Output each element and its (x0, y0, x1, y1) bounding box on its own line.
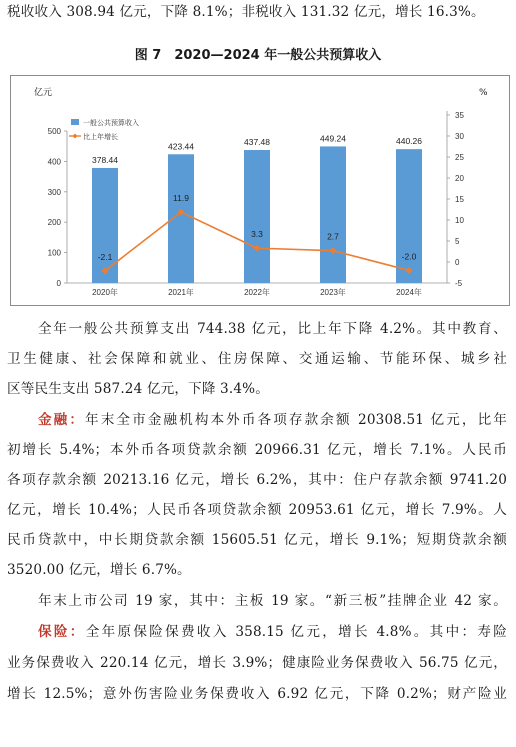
growth-value-label: 2.7 (327, 231, 339, 242)
paragraph-insurance-line (38, 622, 507, 642)
left-tick-label: 100 (47, 248, 61, 258)
figure-title: 图 7 2020—2024 年一般公共预算收入 (134, 48, 382, 63)
growth-value-label: 11.9 (173, 193, 189, 204)
left-tick-label: 400 (47, 157, 61, 167)
growth-value-label: -2.1 (97, 251, 113, 262)
right-tick-label: 15 (455, 195, 464, 204)
left-tick-label: 500 (47, 127, 61, 136)
growth-value-label: -2.0 (401, 251, 417, 262)
paragraph-expenditure-line: 区等民生支出 587.24 亿元，下降 3.4%。 (7, 381, 269, 397)
right-axis-unit: % (479, 88, 488, 98)
bar-revenue (92, 168, 118, 283)
right-tick-label: 35 (455, 111, 464, 120)
insurance-heading: 保险： (38, 624, 86, 640)
right-tick-label: 0 (455, 258, 460, 267)
bar-revenue (396, 149, 422, 283)
x-tick-label: 2022年 (244, 288, 270, 297)
legend-bar-swatch (71, 119, 79, 125)
legend-bar-label: 一般公共预算收入 (83, 119, 139, 127)
finance-text: 年末全市金融机构本外币各项存款余额 20308.51 亿元，比年 (85, 412, 507, 428)
legend-line-label: 比上年增长 (83, 133, 118, 141)
right-tick-label: 10 (455, 216, 464, 225)
bar-value-label: 440.26 (396, 136, 422, 147)
revenue-chart (10, 75, 510, 306)
right-tick-label: -5 (455, 279, 463, 288)
left-tick-label: 300 (47, 187, 61, 197)
paragraph-expenditure-line: 卫生健康、社会保障和就业、住房保障、交通运输、节能环保、城乡社 (7, 351, 507, 367)
right-tick-label: 30 (455, 132, 464, 141)
x-tick-label: 2023年 (320, 288, 346, 297)
paragraph-finance-line: 初增长 5.4%；本外币各项贷款余额 20966.31 亿元，增长 7.1%。人民币 (7, 442, 507, 458)
x-tick-label: 2021年 (168, 288, 194, 297)
paragraph-finance-line: 各项存款余额 20213.16 亿元，增长 6.2%，其中：住户存款余额 9741.20 (7, 472, 507, 488)
paragraph-listed-companies: 年末上市公司 19 家，其中：主板 19 家。“新三板”挂牌企业 42 家。 (38, 593, 507, 609)
growth-value-label: 3.3 (251, 229, 263, 240)
paragraph-expenditure-line: 全年一般公共预算支出 744.38 亿元，比上年下降 4.2%。其中教育、 (38, 321, 507, 337)
paragraph-finance-line: 亿元，增长 10.4%；人民币各项贷款余额 20953.61 亿元，增长 7.9%。人 (7, 502, 507, 518)
finance-heading: 金融： (38, 412, 86, 428)
right-tick-label: 20 (455, 174, 464, 183)
left-tick-label: 200 (47, 218, 61, 228)
bar-value-label: 378.44 (92, 154, 118, 165)
bar-revenue (320, 146, 346, 283)
paragraph-finance-line (38, 410, 507, 430)
bar-value-label: 449.24 (320, 133, 346, 144)
insurance-text: 全年原保险保费收入 358.15 亿元，增长 4.8%。其中：寿险 (85, 624, 508, 640)
bar-value-label: 423.44 (168, 141, 194, 152)
left-axis-unit: 亿元 (34, 88, 53, 98)
intro-line: 税收收入 308.94 亿元，下降 8.1%；非税收入 131.32 亿元，增长 16.3%。 (7, 4, 485, 20)
right-tick-label: 25 (455, 153, 464, 162)
paragraph-finance-line: 3520.00 亿元，增长 6.7%。 (7, 562, 191, 578)
right-tick-label: 5 (455, 237, 460, 246)
paragraph-insurance-line: 增长 12.5%；意外伤害险业务保费收入 6.92 亿元，下降 0.2%；财产险业 (7, 686, 507, 702)
x-tick-label: 2024年 (396, 288, 422, 297)
paragraph-insurance-line: 业务保费收入 220.14 亿元，增长 3.9%；健康险业务保费收入 56.75 亿元， (7, 655, 507, 671)
x-tick-label: 2020年 (92, 288, 118, 297)
bar-value-label: 437.48 (244, 137, 270, 148)
left-tick-label: 0 (56, 279, 61, 288)
bar-revenue (244, 150, 270, 283)
paragraph-finance-line: 民币贷款中，中长期贷款余额 15605.51 亿元，增长 9.1%；短期贷款余额 (7, 532, 507, 548)
